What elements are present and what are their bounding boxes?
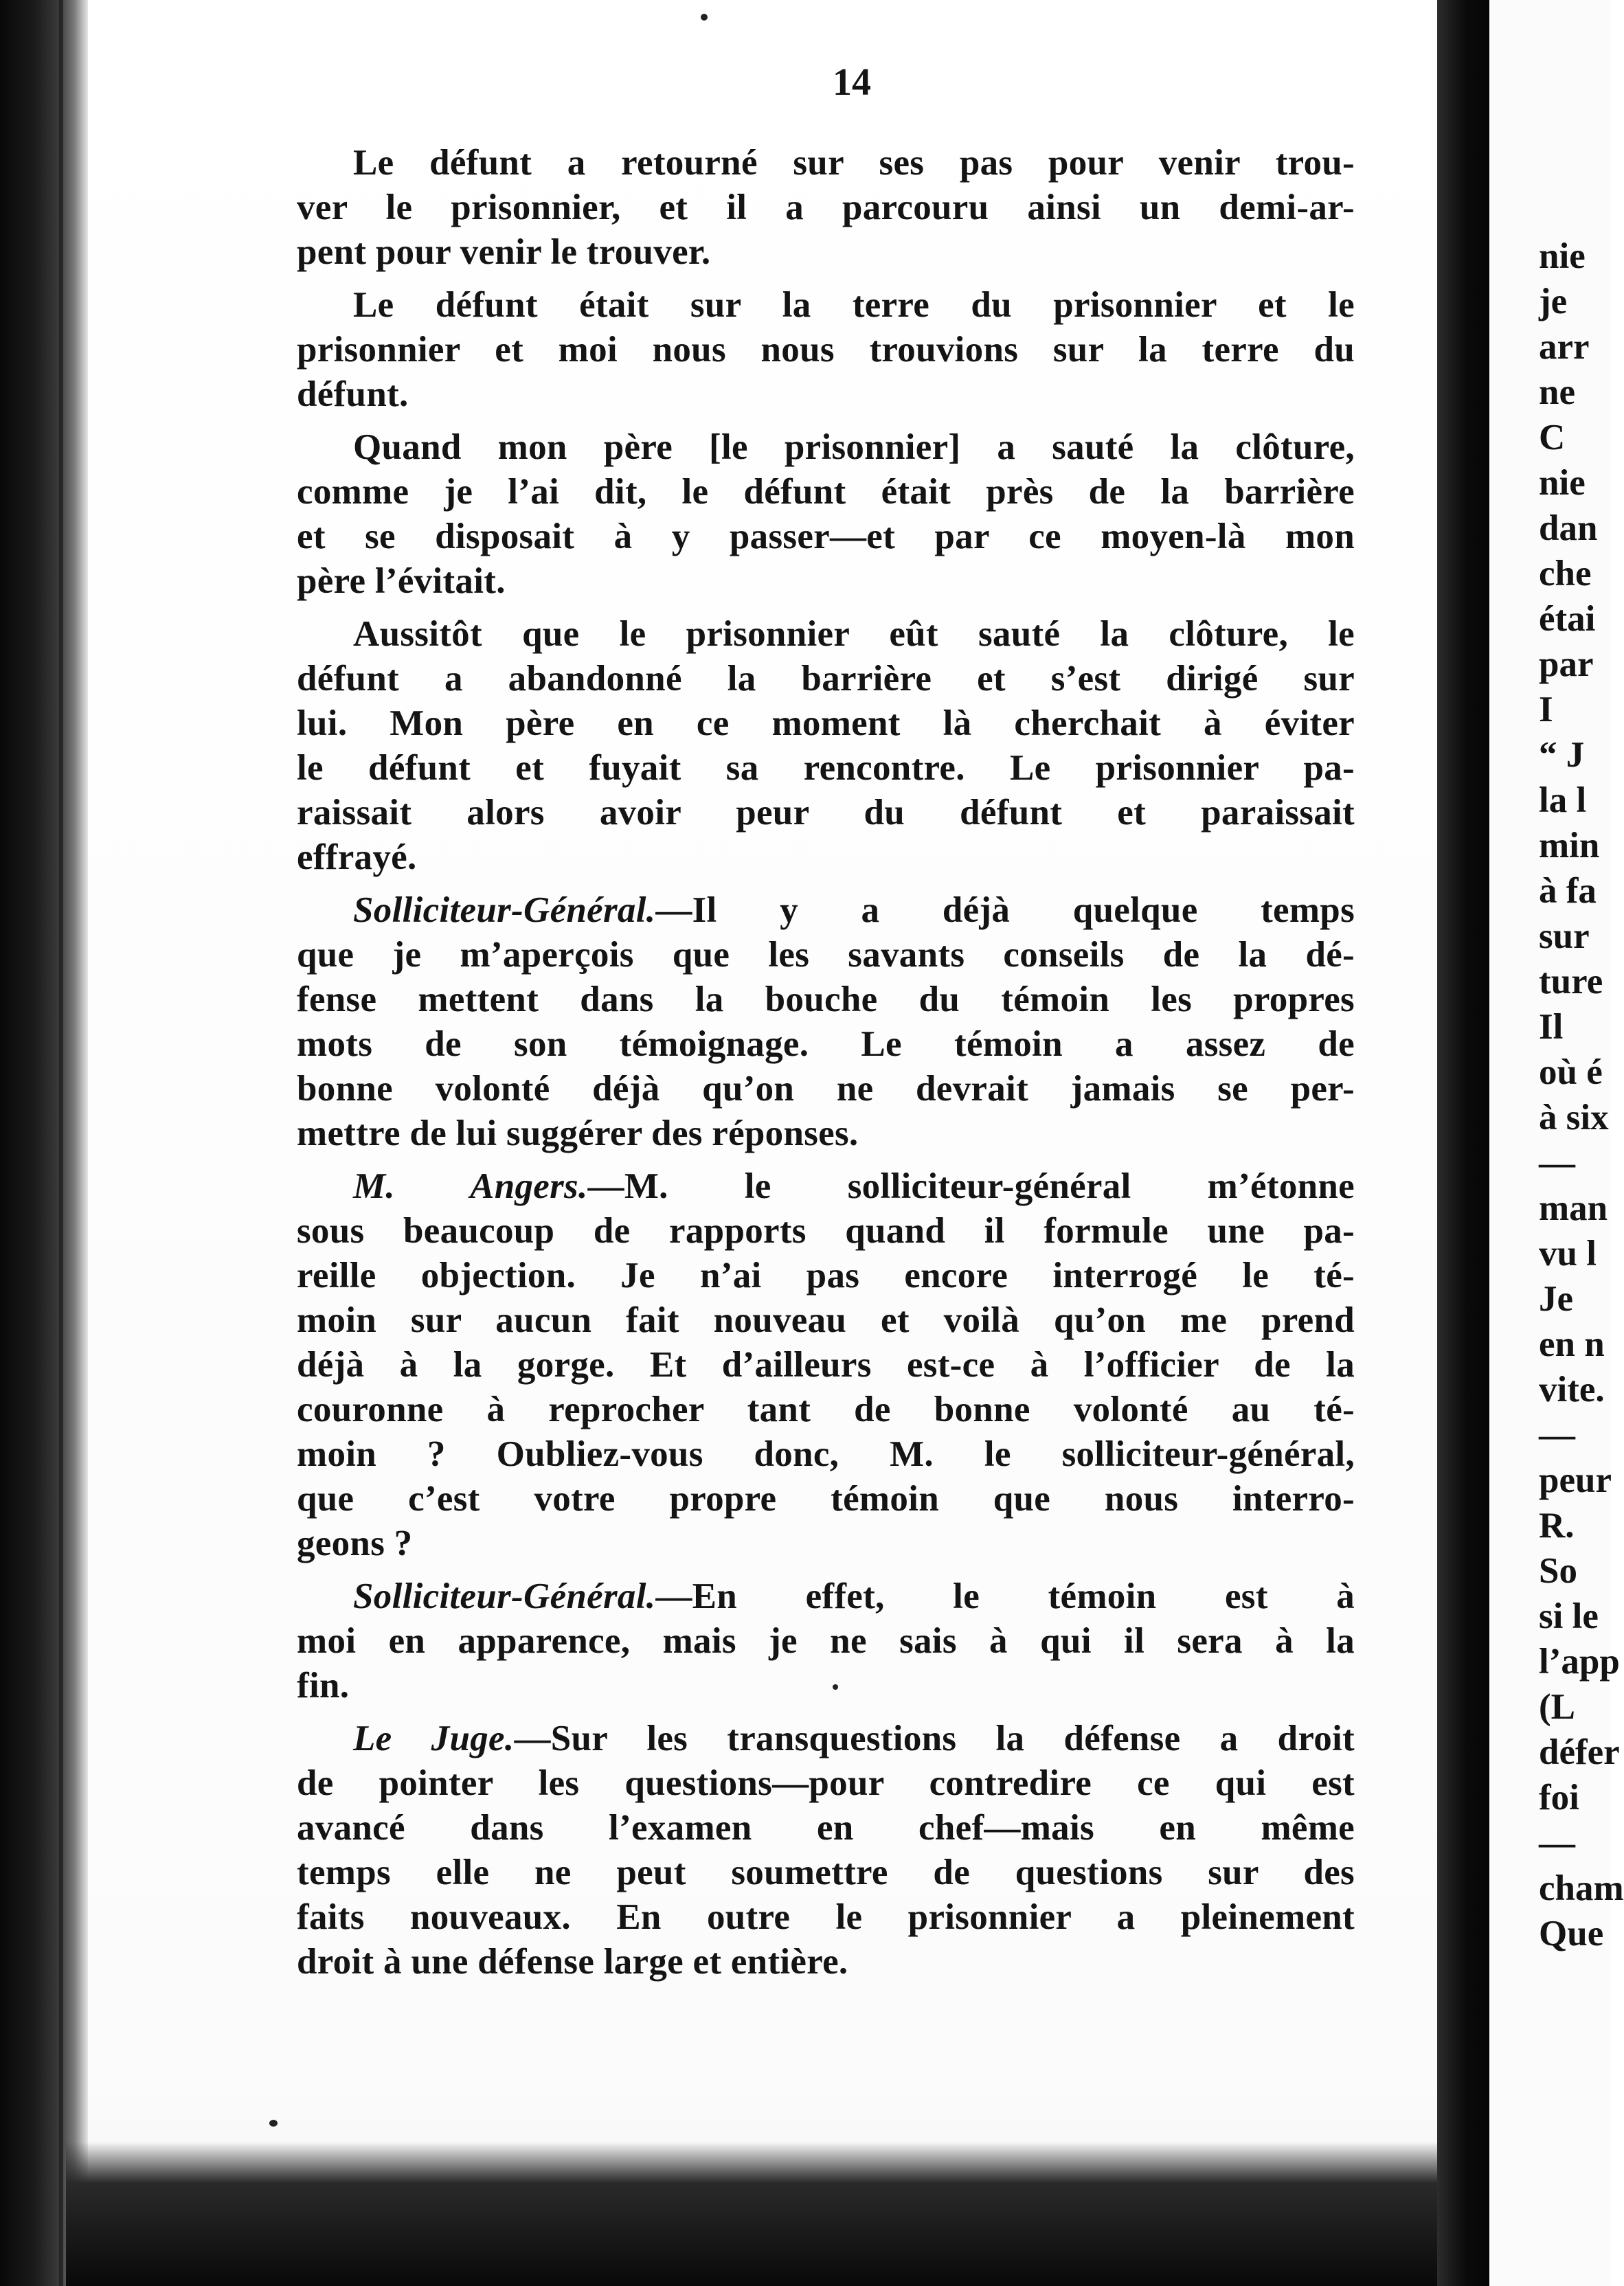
paragraph: [297, 1717, 1355, 1984]
facing-page-line: Il: [1539, 1007, 1564, 1047]
text-line: [297, 1619, 1355, 1664]
paragraph: [297, 1164, 1355, 1566]
facing-page-line: C: [1539, 418, 1566, 457]
line-text: lui. Mon père en ce moment là cherchait à éviter: [297, 703, 1355, 743]
line-text: bonne volonté déjà qu’on ne devrait jamais se per-: [297, 1069, 1355, 1109]
text-line: [297, 746, 1355, 791]
text-line: [297, 1895, 1355, 1940]
text-line: [297, 1022, 1355, 1067]
line-text: comme je l’ai dit, le défunt était près de la barrière: [297, 472, 1355, 512]
facing-page-line: Je: [1539, 1279, 1574, 1319]
paragraph: [297, 283, 1355, 417]
text-line: [297, 1574, 1355, 1619]
body-text: [297, 141, 1355, 1984]
facing-page-line: ture: [1539, 962, 1603, 1001]
facing-page-line: R.: [1539, 1506, 1575, 1546]
binding-crease: [59, 0, 63, 2286]
text-line: [297, 1940, 1355, 1984]
line-text: faits nouveaux. En outre le prisonnier a pleinement: [297, 1897, 1355, 1937]
speaker-name: Le Juge.: [353, 1719, 515, 1758]
line-text: —Sur les transquestions la défense a droit: [514, 1719, 1355, 1758]
line-text: Aussitôt que le prisonnier eût sauté la clôture, le: [353, 614, 1355, 654]
facing-page-line: —: [1539, 1415, 1575, 1455]
facing-page-line: arr: [1539, 327, 1590, 367]
page-number: 14: [833, 61, 871, 104]
text-line: [297, 612, 1355, 657]
paragraph: [297, 888, 1355, 1156]
facing-page-line: nie: [1539, 463, 1586, 503]
line-text: ver le prisonnier, et il a parcouru ainsi un demi-ar-: [297, 188, 1355, 227]
print-speck: [269, 2120, 278, 2127]
paragraph: [297, 425, 1355, 604]
text-line: [297, 791, 1355, 835]
text-line: [297, 514, 1355, 559]
text-line: [297, 1111, 1355, 1156]
line-text: fense mettent dans la bouche du témoin les propres: [297, 980, 1355, 1019]
facing-page-line: nie: [1539, 236, 1586, 276]
text-line: [297, 1806, 1355, 1851]
facing-page-line: Que: [1539, 1914, 1604, 1954]
line-text: déjà à la gorge. Et d’ailleurs est-ce à l’officier de la: [297, 1345, 1355, 1385]
text-line: [297, 888, 1355, 933]
text-line: [297, 1254, 1355, 1298]
text-line: [297, 701, 1355, 746]
facing-page-text: [1539, 234, 1624, 1956]
text-line: [297, 141, 1355, 185]
facing-page-line: par: [1539, 644, 1594, 684]
text-line: [297, 185, 1355, 230]
facing-page-line: dan: [1539, 508, 1598, 548]
text-line: [297, 283, 1355, 328]
facing-page-line: (L: [1539, 1687, 1575, 1727]
text-line: [297, 372, 1355, 417]
facing-page-line: étai: [1539, 599, 1596, 639]
line-text: que c’est votre propre témoin que nous interro-: [297, 1479, 1355, 1519]
facing-page-line: man: [1539, 1188, 1608, 1228]
text-line: [297, 1298, 1355, 1343]
facing-page-line: défer: [1539, 1732, 1620, 1772]
text-line: [297, 470, 1355, 514]
text-line: [297, 1432, 1355, 1477]
line-text: sous beaucoup de rapports quand il formule une pa-: [297, 1211, 1355, 1251]
facing-page-line: cham: [1539, 1868, 1624, 1908]
facing-page-line: peur: [1539, 1460, 1612, 1500]
text-line: [297, 1717, 1355, 1761]
text-line: [297, 1343, 1355, 1388]
speaker-name: M. Angers.: [353, 1166, 588, 1206]
paragraph: [297, 141, 1355, 275]
line-text: moin ? Oubliez-vous donc, M. le solliciteur-général,: [297, 1434, 1355, 1474]
line-text: défunt.: [297, 374, 409, 414]
line-text: de pointer les questions—pour contredire ce qui est: [297, 1763, 1355, 1803]
facing-page-line: la l: [1539, 780, 1587, 820]
line-text: mettre de lui suggérer des réponses.: [297, 1113, 859, 1153]
line-text: —M. le solliciteur-général m’étonne: [587, 1166, 1355, 1206]
facing-page-line: l’app: [1539, 1642, 1620, 1682]
line-text: droit à une défense large et entière.: [297, 1942, 848, 1982]
text-line: [297, 1388, 1355, 1432]
facing-page-line: ne: [1539, 372, 1575, 412]
text-line: [297, 1851, 1355, 1895]
text-line: [297, 1477, 1355, 1521]
line-text: pent pour venir le trouver.: [297, 232, 711, 272]
paragraph-gap: [297, 275, 1355, 283]
line-text: Quand mon père [le prisonnier] a sauté la clôture,: [353, 427, 1355, 467]
facing-page-line: “ J: [1539, 735, 1585, 775]
line-text: et se disposait à y passer—et par ce moyen-là mon: [297, 517, 1355, 556]
line-text: le défunt et fuyait sa rencontre. Le prisonnier pa-: [297, 748, 1355, 788]
facing-page-line: min: [1539, 826, 1600, 865]
facing-page-line: si le: [1539, 1596, 1599, 1636]
facing-page-line: à fa: [1539, 871, 1597, 911]
text-line: [297, 977, 1355, 1022]
paragraph: [297, 1574, 1355, 1708]
line-text: Le défunt était sur la terre du prisonnier et le: [353, 285, 1355, 325]
text-line: [297, 657, 1355, 701]
line-text: fin.: [297, 1666, 350, 1706]
facing-page-line: che: [1539, 554, 1592, 593]
line-text: geons ?: [297, 1524, 413, 1563]
line-text: défunt a abandonné la barrière et s’est dirigé sur: [297, 659, 1355, 699]
line-text: moin sur aucun fait nouveau et voilà qu’on me prend: [297, 1300, 1355, 1340]
line-text: Le défunt a retourné sur ses pas pour venir trou-: [353, 143, 1355, 183]
paragraph: [297, 612, 1355, 880]
paragraph-gap: [297, 604, 1355, 612]
facing-page-line: vite.: [1539, 1370, 1605, 1410]
facing-page-line: sur: [1539, 916, 1590, 956]
facing-page-line: foi: [1539, 1778, 1579, 1818]
line-text: avancé dans l’examen en chef—mais en même: [297, 1808, 1355, 1848]
line-text: raissait alors avoir peur du défunt et paraissait: [297, 793, 1355, 833]
line-text: que je m’aperçois que les savants conseils de la dé-: [297, 935, 1355, 975]
facing-page-line: So: [1539, 1551, 1577, 1591]
text-line: [297, 230, 1355, 275]
line-text: père l’évitait.: [297, 561, 506, 601]
left-binding-edge: [0, 0, 88, 2286]
facing-page-line: à six: [1539, 1098, 1609, 1138]
text-line: [297, 425, 1355, 470]
text-line: [297, 1761, 1355, 1806]
speaker-name: Solliciteur-Général.: [353, 890, 656, 930]
paragraph-gap: [297, 417, 1355, 425]
facing-page-line: vu l: [1539, 1234, 1597, 1274]
text-line: [297, 1164, 1355, 1209]
facing-page-line: où é: [1539, 1052, 1603, 1092]
line-text: —En effet, le témoin est à: [655, 1576, 1355, 1616]
text-line: [297, 1209, 1355, 1254]
facing-page-line: —: [1539, 1823, 1575, 1863]
paragraph-gap: [297, 1566, 1355, 1574]
paragraph-gap: [297, 1708, 1355, 1717]
line-text: prisonnier et moi nous nous trouvions sur la terre du: [297, 330, 1355, 370]
line-text: moi en apparence, mais je ne sais à qui il sera à la: [297, 1621, 1355, 1661]
facing-page-line: je: [1539, 282, 1568, 321]
speaker-name: Solliciteur-Général.: [353, 1576, 656, 1616]
text-line: [297, 835, 1355, 880]
print-speck: [701, 14, 708, 21]
line-text: mots de son témoignage. Le témoin a assez de: [297, 1024, 1355, 1064]
paragraph-gap: [297, 1156, 1355, 1164]
line-text: temps elle ne peut soumettre de questions sur des: [297, 1853, 1355, 1892]
text-line: [297, 328, 1355, 372]
text-line: [297, 559, 1355, 604]
text-line: [297, 933, 1355, 977]
text-line: [297, 1067, 1355, 1111]
line-text: —Il y a déjà quelque temps: [655, 890, 1355, 930]
line-text: couronne à reprocher tant de bonne volonté au té-: [297, 1390, 1355, 1429]
facing-page-line: en n: [1539, 1324, 1605, 1364]
line-text: effrayé.: [297, 837, 417, 877]
text-line: [297, 1664, 1355, 1708]
page-bottom-shadow: [66, 2142, 1522, 2286]
paragraph-gap: [297, 880, 1355, 888]
print-speck: [833, 1684, 838, 1690]
line-text: reille objection. Je n’ai pas encore interrogé le té-: [297, 1256, 1355, 1295]
facing-page-line: I: [1539, 690, 1553, 729]
text-line: [297, 1521, 1355, 1566]
facing-page-line: —: [1539, 1143, 1575, 1183]
